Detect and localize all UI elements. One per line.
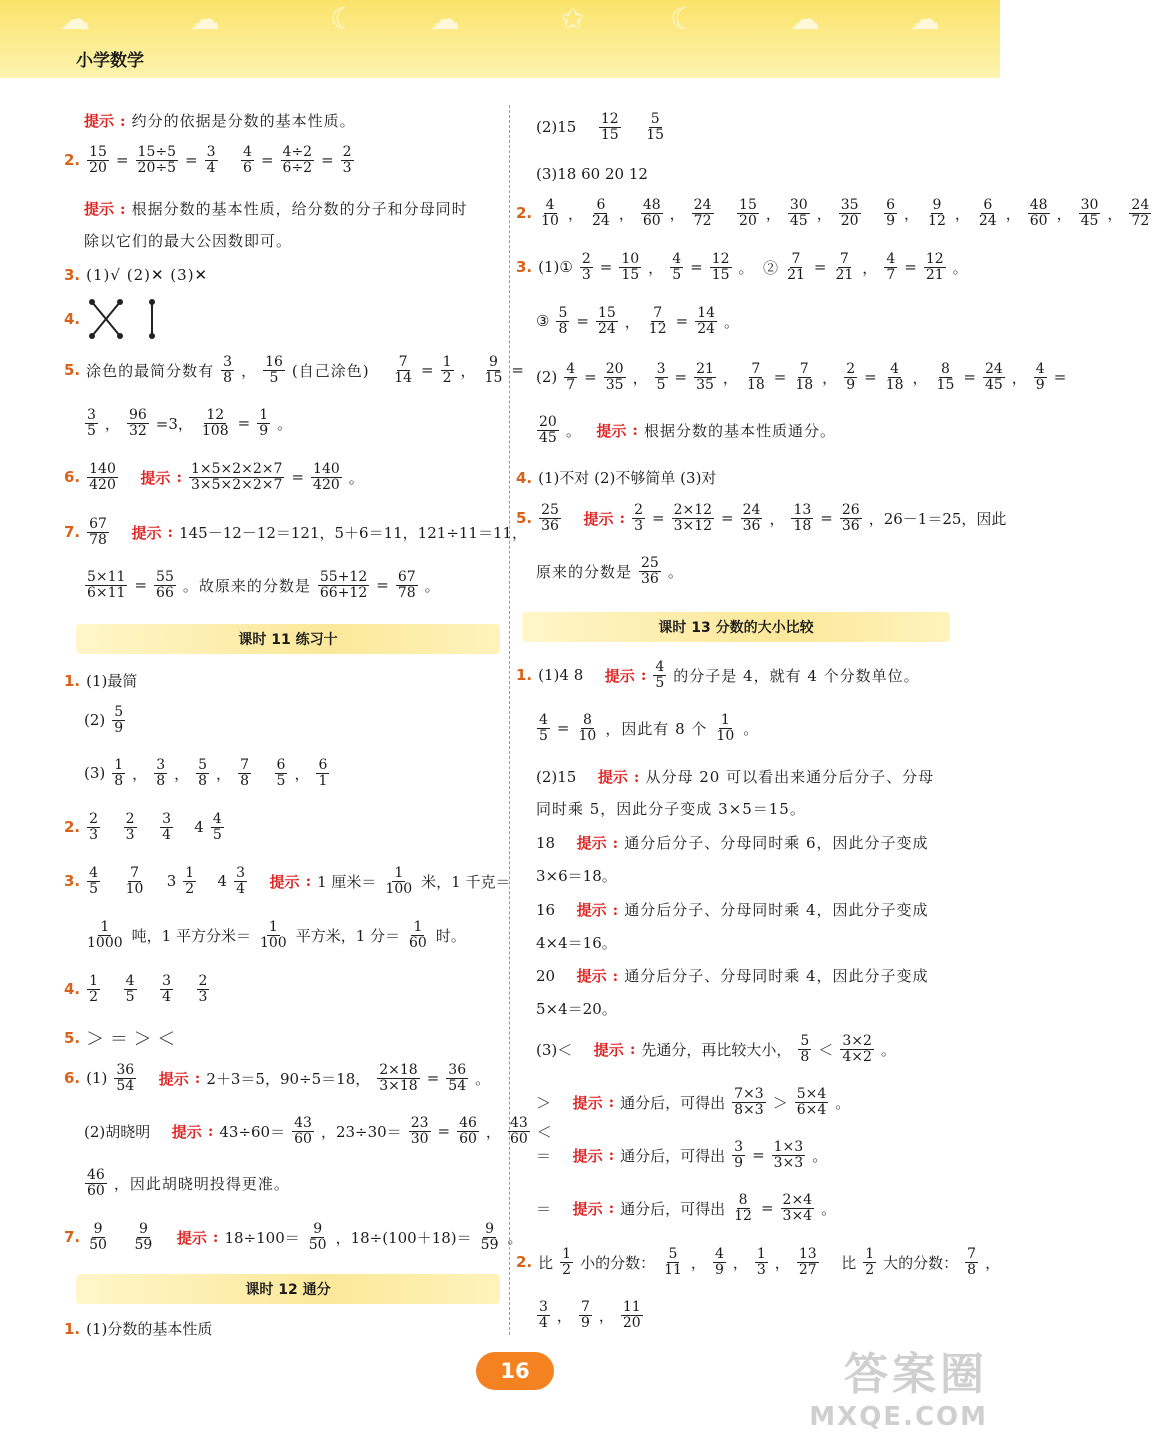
s13-r20-cont: 5×4＝20。 — [536, 1000, 617, 1018]
s11-q1-3: (3) $\frac{1}{8}$ ， $\frac{3}{8}$ ， $\frac{5}{8}$ ， $\frac{7}{8}$ $\frac{6}{5}$ ， $\frac{6}{1}$ — [84, 757, 328, 789]
star-decoration-icon: ✩ — [560, 2, 586, 37]
s13-q2: 2. 比 $\frac{1}{2}$ 小的分数： $\frac{5}{11}$ ， $\frac{4}{9}$ ， $\frac{1}{3}$ ， $\frac{13}{27}$ 比 $\frac{1}{2}$ 大的分数： $\frac{7}{8}$ ， — [516, 1246, 1001, 1278]
s11-q6-2: (2)胡晓明 提示 : 43÷60＝ $\frac{43}{60}$ ，23÷30＝ $\frac{23}{30}$ = $\frac{46}{60}$ ， $\frac{43}{60}$ ＜ — [84, 1115, 552, 1147]
section-header-13: 课时 13 分数的大小比较 — [522, 612, 950, 642]
left-q7: 7. $\frac{67}{78}$ 提示 : 145－12－12＝121，5＋6＝11，121÷11＝11， — [64, 516, 528, 548]
s13-q1-2: (2)15 提示 : 从分母 20 可以看出来通分后分子、分母 — [536, 767, 935, 786]
subject-title: 小学数学 — [76, 51, 144, 71]
s11-q7: 7. $\frac{9}{50}$ $\frac{9}{59}$ 提示 : 18÷100＝ $\frac{9}{50}$ ，18÷(100＋18)＝ $\frac{9}{59}$ 。 — [64, 1221, 523, 1253]
left-q3: 3. (1)√ (2)✕ (3)✕ — [64, 266, 209, 284]
s13-cmp3: ＝ 提示 : 通分后，可得出 $\frac{8}{12}$ = $\frac{2\times 4}{3\times 4}$ 。 — [536, 1192, 837, 1224]
left-q2-hint-2: 除以它们的最大公因数即可。 — [84, 232, 293, 250]
s13-r16-cont: 4×4＝16。 — [536, 934, 617, 952]
watermark: 答案圈 MXQE.COM — [809, 1349, 988, 1432]
left-q7-cont: $\frac{5\times 11}{6\times 11}$ = $\frac{55}{66}$ 。故原来的分数是 $\frac{55+12}{66+12}$ = $\frac{67}{78}$ 。 — [87, 569, 440, 601]
s13-cmp2: ＝ 提示 : 通分后，可得出 $\frac{3}{9}$ = $\frac{1\times 3}{3\times 3}$ 。 — [536, 1139, 828, 1171]
section-header-11: 课时 11 练习十 — [76, 624, 500, 654]
matching-lines-figure — [86, 298, 166, 340]
column-divider — [509, 105, 510, 1335]
left-q4: 4. — [64, 298, 166, 340]
s11-q4: 4. $\frac{1}{2}$ $\frac{4}{5}$ $\frac{3}{4}$ $\frac{2}{3}$ — [64, 973, 208, 1005]
s11-q6-2-cont: $\frac{46}{60}$ ，因此胡晓明投得更准。 — [87, 1167, 290, 1199]
page-number: 16 — [476, 1352, 554, 1390]
right-q3-1-3: ③ $\frac{5}{8}$ = $\frac{15}{24}$ ， $\frac{7}{12}$ = $\frac{14}{24}$ 。 — [536, 305, 740, 337]
s11-q1: 1. (1)最简 — [64, 671, 138, 690]
s13-q2-cont: $\frac{3}{4}$ ， $\frac{7}{9}$ ， $\frac{11}{20}$ — [539, 1299, 641, 1331]
s13-q1-1: 1. (1)4 8 提示 : $\frac{4}{5}$ 的分子是 4，就有 4 个分数单位。 — [516, 659, 920, 691]
s13-cmp1: ＞ 提示 : 通分后，可得出 $\frac{7\times 3}{8\times 3}$ ＞ $\frac{5\times 4}{6\times 4}$ 。 — [536, 1086, 851, 1118]
cloud-decoration-icon: ☁ — [190, 2, 220, 37]
s11-q3: 3. $\frac{4}{5}$ $\frac{7}{10}$ 3 $\frac{1}{2}$ 4 $\frac{3}{4}$ 提示 : 1 厘米＝ $\frac{1}{100}$ 米，1 千克＝ — [64, 865, 511, 897]
right-q5: 5. $\frac{25}{36}$ 提示 : $\frac{2}{3}$ = $\frac{2\times 12}{3\times 12}$ = $\frac{24}{36}$ ， $\frac{13}{18}$ = $\frac{26}{36}$ ，26－1＝25，因此 — [516, 502, 1007, 534]
right-q1-2: (2)15 $\frac{12}{15}$ $\frac{5}{15}$ — [536, 111, 665, 143]
moon-decoration-icon: ☾ — [670, 2, 697, 37]
left-q2-hint: 提示 : 根据分数的基本性质，给分数的分子和分母同时 — [84, 199, 468, 218]
s13-r18-cont: 3×6＝18。 — [536, 867, 617, 885]
right-q3-2: (2) $\frac{4}{7}$ = $\frac{20}{35}$ ， $\frac{3}{5}$ = $\frac{21}{35}$ ， $\frac{7}{18}$ = $\frac{7}{18}$ ， $\frac{2}{9}$ = $\frac{4}{18}$ ， $\frac{8}{15}$ = $\frac{24}{45}$ ， $\frac{4}{9}$ = — [536, 361, 1067, 393]
left-q5-cont: $\frac{3}{5}$ ， $\frac{96}{32}$ =3， $\frac{12}{108}$ = $\frac{1}{9}$ 。 — [87, 407, 293, 439]
s13-r20: 20 提示 : 通分后分子、分母同时乘 4，因此分子变成 — [536, 966, 929, 985]
moon-decoration-icon: ☾ — [330, 2, 357, 37]
s13-q1-2-cont: 同时乘 5，因此分子变成 3×5＝15。 — [536, 800, 806, 818]
s13-r18: 18 提示 : 通分后分子、分母同时乘 6，因此分子变成 — [536, 833, 929, 852]
s11-q6: 6. (1) $\frac{36}{54}$ 提示 : 2＋3＝5，90÷5＝18， $\frac{2\times 18}{3\times 18}$ = $\frac{36}{54}$ 。 — [64, 1062, 491, 1094]
left-q6: 6. $\frac{140}{420}$ 提示 : $\frac{1\times 5\times 2\times 2\times 7}{3\times 5\times 2\times 2\times 7}$ = $\frac{140}{420}$ 。 — [64, 461, 364, 493]
right-q2: 2. $\frac{4}{10}$ ， $\frac{6}{24}$ ， $\frac{48}{60}$ ， $\frac{24}{72}$ $\frac{15}{20}$ ， $\frac{30}{45}$ ， $\frac{35}{20}$ $\frac{6}{9}$ ， $\frac{9}{12}$ ， $\frac{6}{24}$ ， $\frac{48}{60}$ ， $\frac{30}{45}$ ， $\frac{24}{72}$ — [516, 197, 1150, 229]
right-q3-1: 3. (1)① $\frac{2}{3}$ = $\frac{10}{15}$ ， $\frac{4}{5}$ = $\frac{12}{15}$ 。 ② $\frac{7}{21}$ = $\frac{7}{21}$ ， $\frac{4}{7}$ = $\frac{12}{21}$ 。 — [516, 251, 968, 283]
s12-q1: 1. (1)分数的基本性质 — [64, 1319, 213, 1338]
cloud-decoration-icon: ☁ — [910, 2, 940, 37]
header-banner — [0, 0, 1000, 78]
left-q2: 2. $\frac{15}{20}$ = $\frac{15\div 5}{20\div 5}$ = $\frac{3}{4}$ $\frac{4}{6}$ = $\frac{4\div 2}{6\div 2}$ = $\frac{2}{3}$ — [64, 144, 352, 176]
cloud-decoration-icon: ☁ — [790, 2, 820, 37]
s11-q5: 5. ＞ ＝ ＞ ＜ — [64, 1029, 176, 1050]
section-header-12: 课时 12 通分 — [76, 1274, 500, 1304]
right-q1-3: (3)18 60 20 12 — [536, 165, 648, 183]
cloud-decoration-icon: ☁ — [60, 2, 90, 37]
left-q5: 5. 涂色的最简分数有 $\frac{3}{8}$ ， $\frac{16}{5}$ (自己涂色) $\frac{7}{14}$ = $\frac{1}{2}$ ， $\frac{9}{15}$ = — [64, 354, 524, 386]
s13-r16: 16 提示 : 通分后分子、分母同时乘 4，因此分子变成 — [536, 900, 929, 919]
s11-q1-2: (2) $\frac{5}{9}$ — [84, 704, 124, 736]
right-q3-2-cont: $\frac{20}{45}$ 。 提示 : 根据分数的基本性质通分。 — [539, 414, 836, 446]
s11-q3-cont: $\frac{1}{1000}$ 吨，1 平方分米＝ $\frac{1}{100}$ 平方米，1 分＝ $\frac{1}{60}$ 时。 — [87, 919, 466, 951]
s13-q1-3: (3)＜ 提示 : 先通分，再比较大小， $\frac{5}{8}$ ＜ $\frac{3\times 2}{4\times 2}$ 。 — [536, 1033, 896, 1065]
s11-q2: 2. $\frac{2}{3}$ $\frac{2}{3}$ $\frac{3}{4}$ 4 $\frac{4}{5}$ — [64, 811, 222, 843]
right-q4: 4. (1)不对 (2)不够简单 (3)对 — [516, 468, 717, 487]
right-q5-cont: 原来的分数是 $\frac{25}{36}$ 。 — [536, 555, 683, 587]
cloud-decoration-icon: ☁ — [430, 2, 460, 37]
left-q1-hint: 提示 : 约分的依据是分数的基本性质。 — [84, 111, 356, 130]
s13-q1-1-cont: $\frac{4}{5}$ = $\frac{8}{10}$ ，因此有 8 个 $\frac{1}{10}$ 。 — [539, 712, 759, 744]
